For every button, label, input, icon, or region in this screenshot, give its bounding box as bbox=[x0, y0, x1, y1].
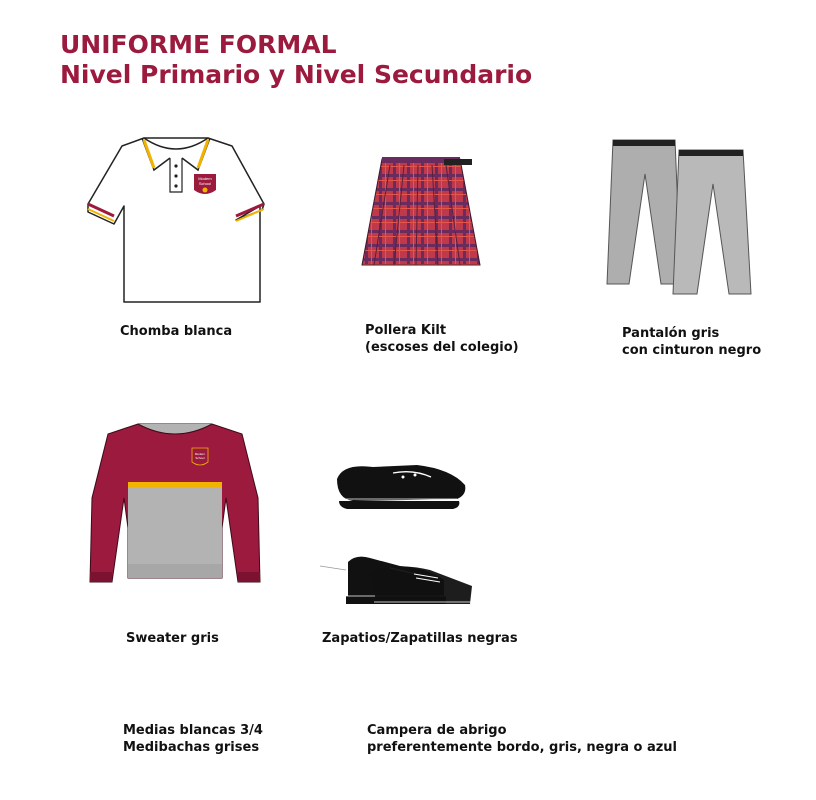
pants-label-line-1: Pantalón gris bbox=[622, 326, 720, 341]
socks-label bbox=[123, 722, 263, 756]
title-line-1: UNIFORME FORMAL bbox=[60, 30, 337, 59]
sweater-badge-icon bbox=[192, 448, 208, 465]
socks-label-line-2: Medibachas grises bbox=[123, 740, 260, 755]
skirt-label-line-1: Pollera Kilt bbox=[365, 323, 447, 338]
badge-word-1: Modern bbox=[198, 176, 212, 181]
page-title bbox=[60, 30, 532, 90]
jacket-label-line-1: Campera de abrigo bbox=[367, 723, 507, 738]
sweater-label-text: Sweater gris bbox=[126, 631, 219, 646]
kilt-skirt-icon bbox=[360, 155, 484, 285]
sweater-label bbox=[126, 630, 219, 647]
school-badge-icon bbox=[194, 174, 216, 194]
jacket-label-line-2: preferentemente bordo, gris, negra o azul bbox=[367, 740, 678, 755]
sweater-icon bbox=[88, 418, 263, 588]
polo-shirt-icon bbox=[84, 130, 269, 305]
pants-label-line-2: con cinturon negro bbox=[622, 343, 762, 358]
polo-label-text: Chomba blanca bbox=[120, 324, 233, 339]
sweater-badge-word-2: School bbox=[195, 456, 205, 460]
badge-word-2: School bbox=[198, 181, 212, 186]
shoes-label-text: Zapatios/Zapatillas negras bbox=[322, 631, 518, 646]
skirt-label bbox=[365, 322, 519, 356]
skirt-label-line-2: (escoses del colegio) bbox=[365, 340, 519, 355]
jacket-label bbox=[367, 722, 677, 756]
pants-label bbox=[622, 325, 761, 359]
title-line-2: Nivel Primario y Nivel Secundario bbox=[60, 60, 533, 89]
shoes-label bbox=[322, 630, 518, 647]
polo-label bbox=[120, 323, 232, 340]
boat-shoe-icon bbox=[333, 455, 469, 511]
sweater-badge-word-1: Modern bbox=[194, 452, 206, 456]
socks-label-line-1: Medias blancas 3/4 bbox=[123, 723, 263, 738]
trousers-icon bbox=[605, 138, 755, 300]
sneaker-icon bbox=[320, 552, 480, 612]
